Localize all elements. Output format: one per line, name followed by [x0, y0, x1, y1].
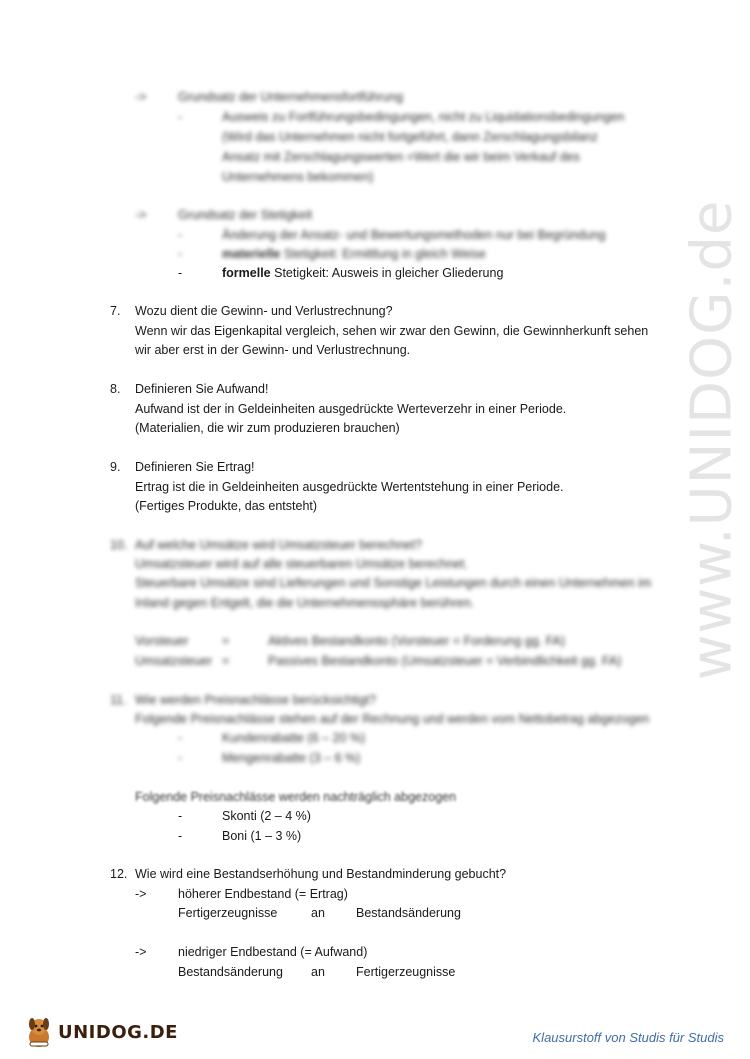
- term-text: Stetigkeit: Ermittlung in gleich Weise: [280, 247, 486, 261]
- list-item: Kundenrabatte (6 – 20 %): [222, 731, 366, 745]
- definition-value: Passives Bestandkonto (Umsatzsteuer = Verbindlichkeit gg. FA): [268, 654, 622, 668]
- question-text: Definieren Sie Ertrag!: [135, 460, 255, 474]
- answer-line: (Fertiges Produkte, das entsteht): [135, 499, 318, 513]
- bullet-dash: -: [178, 266, 183, 280]
- section-heading: Grundsatz der Stetigkeit: [178, 208, 313, 222]
- question-number: 10.: [110, 538, 128, 552]
- paragraph-line: [222, 245, 486, 263]
- booking-debit: Bestandsänderung: [178, 965, 283, 979]
- paragraph-line: Unternehmens bekommen): [222, 170, 374, 184]
- bullet-dash: -: [178, 751, 183, 765]
- arrow-marker: ->: [135, 887, 147, 901]
- term-text: Stetigkeit: Ausweis in gleicher Gliederung: [270, 266, 504, 280]
- list-item: Boni (1 – 3 %): [222, 829, 302, 843]
- list-item: Skonti (2 – 4 %): [222, 809, 311, 823]
- bullet-dash: -: [178, 809, 183, 823]
- bullet-dash: -: [178, 731, 183, 745]
- bullet-dash: -: [178, 829, 183, 843]
- question-number: 12.: [110, 867, 128, 881]
- arrow-marker: ->: [135, 90, 147, 104]
- answer-line: Steuerbare Umsätze sind Lieferungen und Sonstige Leistungen durch einen Unternehmen im: [135, 576, 652, 590]
- answer-line: Folgende Preisnachlässe werden nachträglich abgezogen: [135, 790, 457, 804]
- bullet-dash: -: [178, 110, 183, 124]
- question-number: 9.: [110, 460, 121, 474]
- list-item: Mengenrabatte (3 – 6 %): [222, 751, 361, 765]
- paragraph-line: Ausweis zu Fortführungsbedingungen, nicht zu Liquidationsbedingungen: [222, 110, 625, 124]
- paragraph-line: [222, 264, 503, 282]
- dog-mascot-icon: [24, 1015, 54, 1049]
- answer-line: Inland gegen Entgelt, die die Unternehmenssphäre berühren.: [135, 596, 475, 610]
- booking-an: an: [311, 965, 325, 979]
- case-label: niedriger Endbestand (= Aufwand): [178, 945, 368, 959]
- bullet-dash: -: [178, 247, 183, 261]
- arrow-marker: ->: [135, 945, 147, 959]
- question-text: Wie wird eine Bestandserhöhung und Bestandminderung gebucht?: [135, 867, 507, 881]
- definition-term: Umsatzsteuer: [135, 654, 213, 668]
- equals-sign: =: [222, 654, 230, 668]
- answer-line: Ertrag ist die in Geldeinheiten ausgedrückte Wertentstehung in einer Periode.: [135, 480, 564, 494]
- bold-term: materielle: [222, 247, 281, 261]
- question-text: Wozu dient die Gewinn- und Verlustrechnung?: [135, 304, 393, 318]
- definition-term: Vorsteuer: [135, 634, 189, 648]
- definition-value: Aktives Bestandkonto (Vorsteuer = Forderung gg. FA): [268, 634, 566, 648]
- booking-debit: Fertigerzeugnisse: [178, 906, 278, 920]
- question-text: Wie werden Preisnachlässe berücksichtigt?: [135, 693, 377, 707]
- paragraph-line: Änderung der Ansatz- und Bewertungsmethoden nur bei Begründung: [222, 228, 606, 242]
- case-label: höherer Endbestand (= Ertrag): [178, 887, 348, 901]
- arrow-marker: ->: [135, 208, 147, 222]
- bullet-dash: -: [178, 228, 183, 242]
- logo-text: UNIDOG.DE: [58, 1021, 178, 1043]
- booking-credit: Bestandsänderung: [356, 906, 461, 920]
- answer-line: Wenn wir das Eigenkapital vergleich, sehen wir zwar den Gewinn, die Gewinnherkunft sehen: [135, 324, 649, 338]
- equals-sign: =: [222, 634, 230, 648]
- paragraph-line: (Wird das Unternehmen nicht fortgeführt, dann Zerschlagungsbilanz: [222, 130, 598, 144]
- question-text: Auf welche Umsätze wird Umsatzsteuer berechnet?: [135, 538, 422, 552]
- booking-an: an: [311, 906, 325, 920]
- question-number: 7.: [110, 304, 121, 318]
- answer-line: (Materialien, die wir zum produzieren brauchen): [135, 421, 400, 435]
- answer-line: Folgende Preisnachlässe stehen auf der Rechnung und werden vom Nettobetrag abgezogen: [135, 712, 650, 726]
- answer-line: Umsatzsteuer wird auf alle steuerbaren Umsätze berechnet.: [135, 557, 468, 571]
- question-number: 8.: [110, 382, 121, 396]
- section-heading: Grundsatz der Unternehmensfortführung: [178, 90, 404, 104]
- unidog-logo: [24, 1014, 178, 1050]
- paragraph-line: Ansatz mit Zerschlagungswerten =Wert die wir beim Verkauf des: [222, 150, 580, 164]
- answer-line: Aufwand ist der in Geldeinheiten ausgedrückte Werteverzehr in einer Periode.: [135, 402, 567, 416]
- question-text: Definieren Sie Aufwand!: [135, 382, 269, 396]
- booking-credit: Fertigerzeugnisse: [356, 965, 456, 979]
- watermark: www.UNIDOG.de: [679, 199, 745, 681]
- answer-line: wir aber erst in der Gewinn- und Verlustrechnung.: [135, 343, 411, 357]
- question-number: 11.: [110, 693, 127, 707]
- bold-term: formelle: [222, 266, 271, 280]
- footer-tagline: Klausurstoff von Studis für Studis: [532, 1030, 724, 1045]
